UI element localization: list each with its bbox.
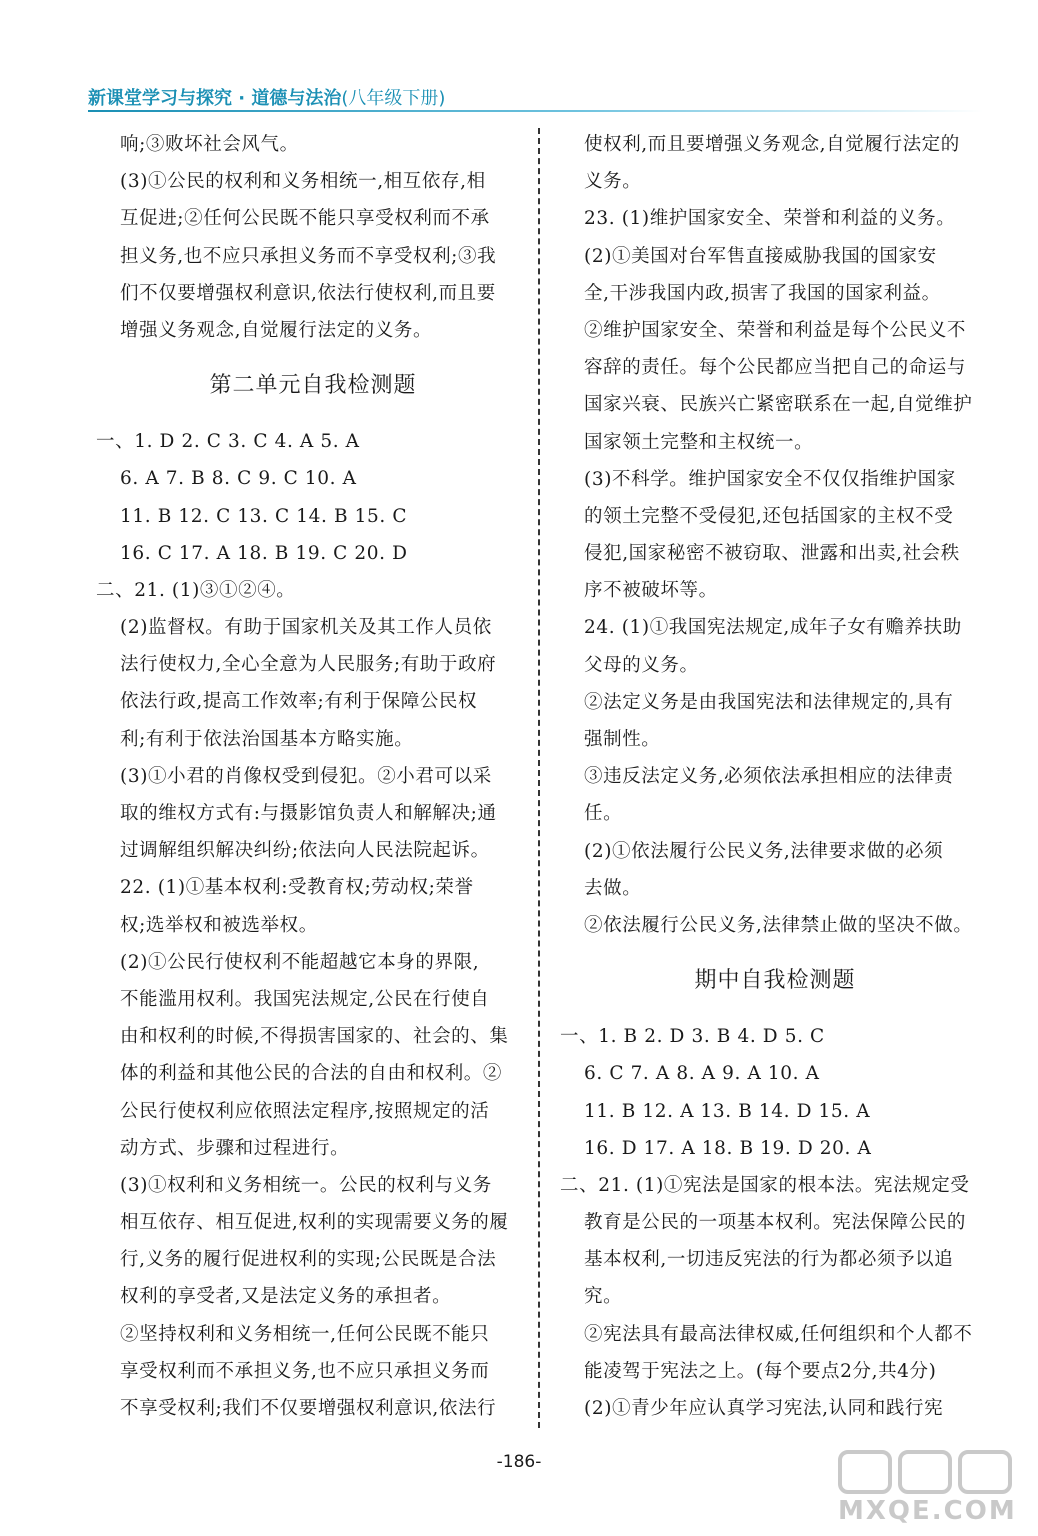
running-header xyxy=(88,84,445,110)
text-line: 法行使权力,全心全意为人民服务;有助于政府 xyxy=(120,654,497,676)
text-line: (3)①公民的权利和义务相统一,相互依存,相 xyxy=(120,171,486,193)
header-rule xyxy=(88,110,983,112)
text-line: 不享受权利;我们不仅要增强权利意识,依法行 xyxy=(120,1398,497,1419)
text-line: 强制性。 xyxy=(584,729,661,750)
text-line: 响;③败坏社会风气。 xyxy=(120,134,299,155)
text-line: 去做。 xyxy=(584,877,642,899)
text-line: 22. (1)①基本权利:受教育权;劳动权;荣誉 xyxy=(120,877,474,899)
text-line: ②宪法具有最高法律权威,任何组织和个人都不 xyxy=(584,1323,973,1345)
text-line: 取的维权方式有:与摄影馆负责人和解解决;通 xyxy=(120,803,497,824)
text-line: 一、1. D 2. C 3. C 4. A 5. A xyxy=(96,431,360,453)
text-line: 任。 xyxy=(584,803,623,825)
text-line: 权利的享受者,又是法定义务的承担者。 xyxy=(120,1286,452,1308)
text-line: (3)①权利和义务相统一。公民的权利与义务 xyxy=(120,1174,492,1196)
text-line: 基本权利,一切违反宪法的行为都必须予以追 xyxy=(584,1249,954,1271)
text-line: 过调解组织解决纠纷;依法向人民法院起诉。 xyxy=(120,840,490,862)
text-line: 不能滥用权利。我国宪法规定,公民在行使自 xyxy=(120,988,490,1010)
left-column xyxy=(96,126,530,1427)
text-line: 6. A 7. B 8. C 9. C 10. A xyxy=(120,468,357,490)
section-title: 第二单元自我检测题 xyxy=(209,373,417,399)
section-title: 期中自我检测题 xyxy=(694,968,856,994)
text-line: 容辞的责任。每个公民都应当把自己的命运与 xyxy=(584,357,967,379)
text-line: ②依法履行公民义务,法律禁止做的坚决不做。 xyxy=(584,914,973,936)
text-line: 24. (1)①我国宪法规定,成年子女有赡养扶助 xyxy=(584,617,962,639)
text-line: 体的利益和其他公民的合法的自由和权利。② xyxy=(120,1063,503,1085)
text-line: 6. C 7. A 8. A 9. A 10. A xyxy=(584,1063,820,1085)
text-line: 二、21. (1)③①②④。 xyxy=(96,579,296,601)
text-line: 16. D 17. A 18. B 19. D 20. A xyxy=(584,1137,872,1159)
text-line: 一、1. B 2. D 3. B 4. D 5. C xyxy=(560,1026,825,1048)
text-line: 二、21. (1)①宪法是国家的根本法。宪法规定受 xyxy=(560,1174,970,1196)
text-line: (3)不科学。维护国家安全不仅仅指维护国家 xyxy=(584,468,956,490)
text-line: (2)监督权。有助于国家机关及其工作人员依 xyxy=(120,617,492,639)
text-line: 依法行政,提高工作效率;有利于保障公民权 xyxy=(120,691,478,713)
text-line: 11. B 12. C 13. C 14. B 15. C xyxy=(120,505,408,527)
text-line: 序不被破坏等。 xyxy=(584,580,718,602)
text-line: 能凌驾于宪法之上。(每个要点2分,共4分) xyxy=(584,1360,937,1382)
text-line: 11. B 12. A 13. B 14. D 15. A xyxy=(584,1100,871,1122)
text-line: (2)①青少年应认真学习宪法,认同和践行宪 xyxy=(584,1398,944,1419)
right-column xyxy=(560,126,990,1427)
page-number: -186- xyxy=(496,1452,542,1472)
text-line: 动方式、步骤和过程进行。 xyxy=(120,1137,350,1159)
text-line: 行,义务的履行促进权利的实现;公民既是合法 xyxy=(120,1249,497,1271)
text-line: 国家领土完整和主权统一。 xyxy=(584,431,814,453)
watermark-text: MXQE.COM xyxy=(838,1496,1017,1526)
text-line: ②坚持权利和义务相统一,任何公民既不能只 xyxy=(120,1323,490,1345)
text-line: 公民行使权利应依照法定程序,按照规定的活 xyxy=(120,1100,490,1122)
text-line: 义务。 xyxy=(584,171,642,193)
watermark-logo-icon xyxy=(838,1450,1028,1496)
text-line: 16. C 17. A 18. B 19. C 20. D xyxy=(120,542,408,564)
header-subtitle: (八年级下册) xyxy=(341,88,446,109)
text-line: 们不仅要增强权利意识,依法行使权利,而且要 xyxy=(120,282,496,304)
text-line: 侵犯,国家秘密不被窃取、泄露和出卖,社会秩 xyxy=(584,543,960,565)
text-line: 23. (1)维护国家安全、荣誉和利益的义务。 xyxy=(584,208,956,230)
text-line: ②法定义务是由我国宪法和法律规定的,具有 xyxy=(584,691,954,713)
text-line: (3)①小君的肖像权受到侵犯。②小君可以采 xyxy=(120,765,492,787)
column-divider xyxy=(538,128,540,1428)
text-line: 增强义务观念,自觉履行法定的义务。 xyxy=(120,319,433,341)
text-line: 国家兴衰、民族兴亡紧密联系在一起,自觉维护 xyxy=(584,394,973,416)
text-line: 由和权利的时候,不得损害国家的、社会的、集 xyxy=(120,1026,509,1048)
text-line: (2)①公民行使权利不能超越它本身的界限, xyxy=(120,951,480,973)
text-line: 相互依存、相互促进,权利的实现需要义务的履 xyxy=(120,1212,509,1234)
text-line: 全,干涉我国内政,损害了我国的国家利益。 xyxy=(584,282,941,304)
text-line: 利;有利于依法治国基本方略实施。 xyxy=(120,728,414,750)
text-line: (2)①依法履行公民义务,法律要求做的必须 xyxy=(584,840,944,862)
text-line: 的领土完整不受侵犯,还包括国家的主权不受 xyxy=(584,505,954,527)
text-line: (2)①美国对台军售直接威胁我国的国家安 xyxy=(584,245,937,267)
text-line: 享受权利而不承担义务,也不应只承担义务而 xyxy=(120,1360,490,1382)
text-line: 权;选举权和被选举权。 xyxy=(120,914,318,936)
text-line: 担义务,也不应只承担义务而不享受权利;③我 xyxy=(120,245,497,267)
text-line: ③违反法定义务,必须依法承担相应的法律责 xyxy=(584,766,954,788)
text-line: ②维护国家安全、荣誉和利益是每个公民义不 xyxy=(584,319,967,341)
text-line: 父母的义务。 xyxy=(584,654,699,676)
text-line: 互促进;②任何公民既不能只享受权利而不承 xyxy=(120,208,490,230)
text-line: 究。 xyxy=(584,1286,623,1308)
header-title: 新课堂学习与探究 · 道德与法治 xyxy=(88,88,342,109)
text-line: 教育是公民的一项基本权利。宪法保障公民的 xyxy=(584,1212,967,1234)
text-line: 使权利,而且要增强义务观念,自觉履行法定的 xyxy=(584,134,960,155)
